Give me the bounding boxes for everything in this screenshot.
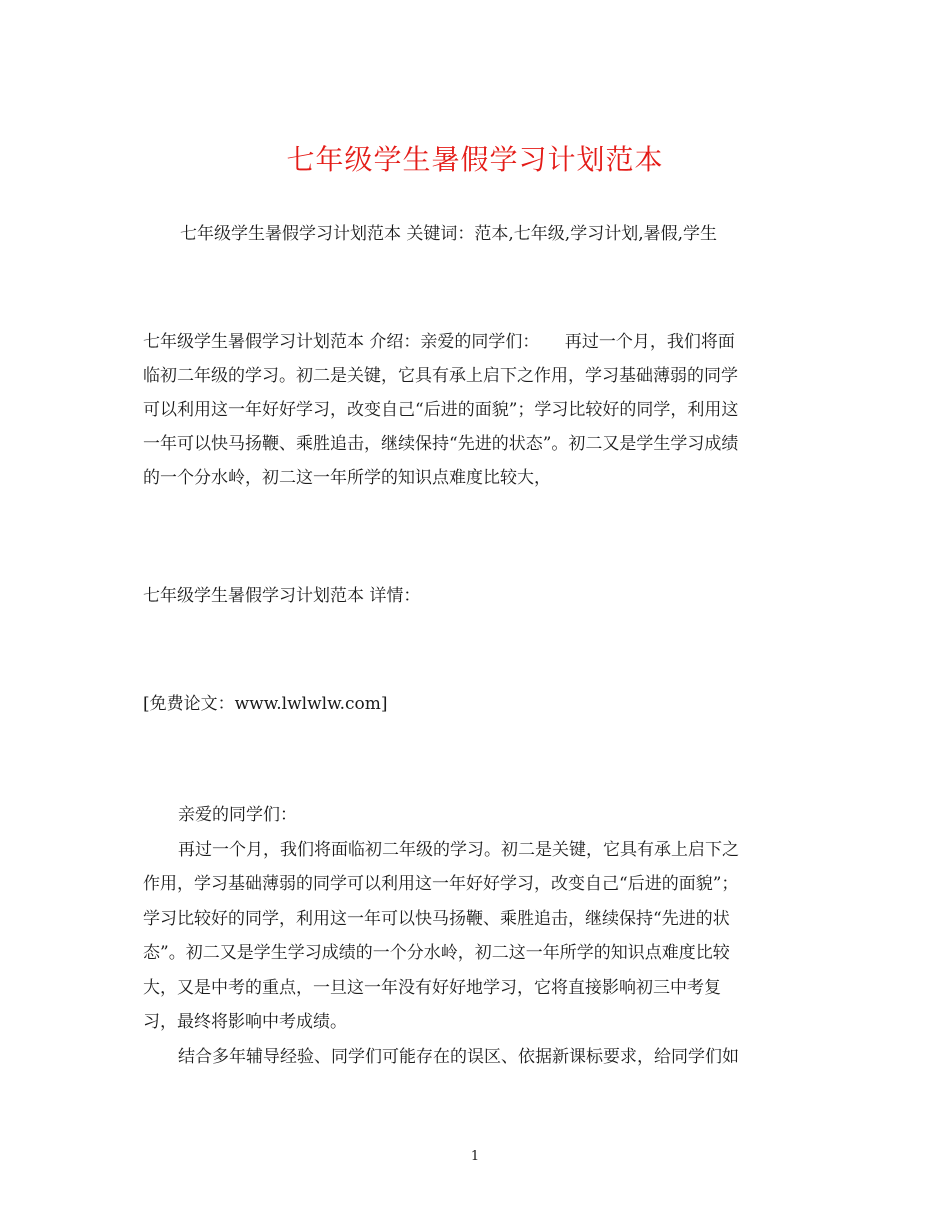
intro-line: 可以利用这一年好好学习，改变自己“后进的面貌”；学习比较好的同学，利用这 (143, 400, 739, 420)
body-line: 结合多年辅导经验、同学们可能存在的误区、依据新课标要求，给同学们如 (178, 1046, 739, 1067)
page-number: 1 (470, 1149, 480, 1164)
keywords-line: 七年级学生暑假学习计划范本 关键词：范本,七年级,学习计划,暑假,学生 (180, 224, 718, 244)
intro-paragraph (143, 325, 803, 495)
body-line: 大，又是中考的重点，一旦这一年没有好好地学习，它将直接影响初三中考复 (143, 977, 721, 998)
greeting: 亲爱的同学们： (178, 805, 297, 825)
body-line: 学习比较好的同学，利用这一年可以快马扬鞭、乘胜追击，继续保持“先进的状 (143, 908, 730, 929)
intro-line: 临初二年级的学习。初二是关键，它具有承上启下之作用，学习基础薄弱的同学 (143, 366, 738, 386)
free-paper-link[interactable]: [免费论文：www.lwlwlw.com] (143, 694, 388, 714)
intro-line: 一年可以快马扬鞭、乘胜追击，继续保持“先进的状态”。初二又是学生学习成绩 (143, 434, 739, 454)
body-paragraphs (143, 798, 803, 1074)
intro-line: 的一个分水岭，初二这一年所学的知识点难度比较大， (143, 468, 551, 488)
document-title: 七年级学生暑假学习计划范本 (286, 143, 664, 176)
body-line: 再过一个月，我们将面临初二年级的学习。初二是关键，它具有承上启下之 (178, 839, 739, 860)
body-line: 态”。初二又是学生学习成绩的一个分水岭，初二这一年所学的知识点难度比较 (143, 943, 730, 963)
detail-label: 七年级学生暑假学习计划范本 详情： (143, 586, 421, 606)
body-line: 习，最终将影响中考成绩。 (143, 1012, 347, 1032)
body-line: 作用，学习基础薄弱的同学可以利用这一年好好学习，改变自己“后进的面貌”； (143, 874, 739, 894)
intro-line: 七年级学生暑假学习计划范本 介绍：亲爱的同学们： 再过一个月，我们将面 (143, 332, 735, 352)
